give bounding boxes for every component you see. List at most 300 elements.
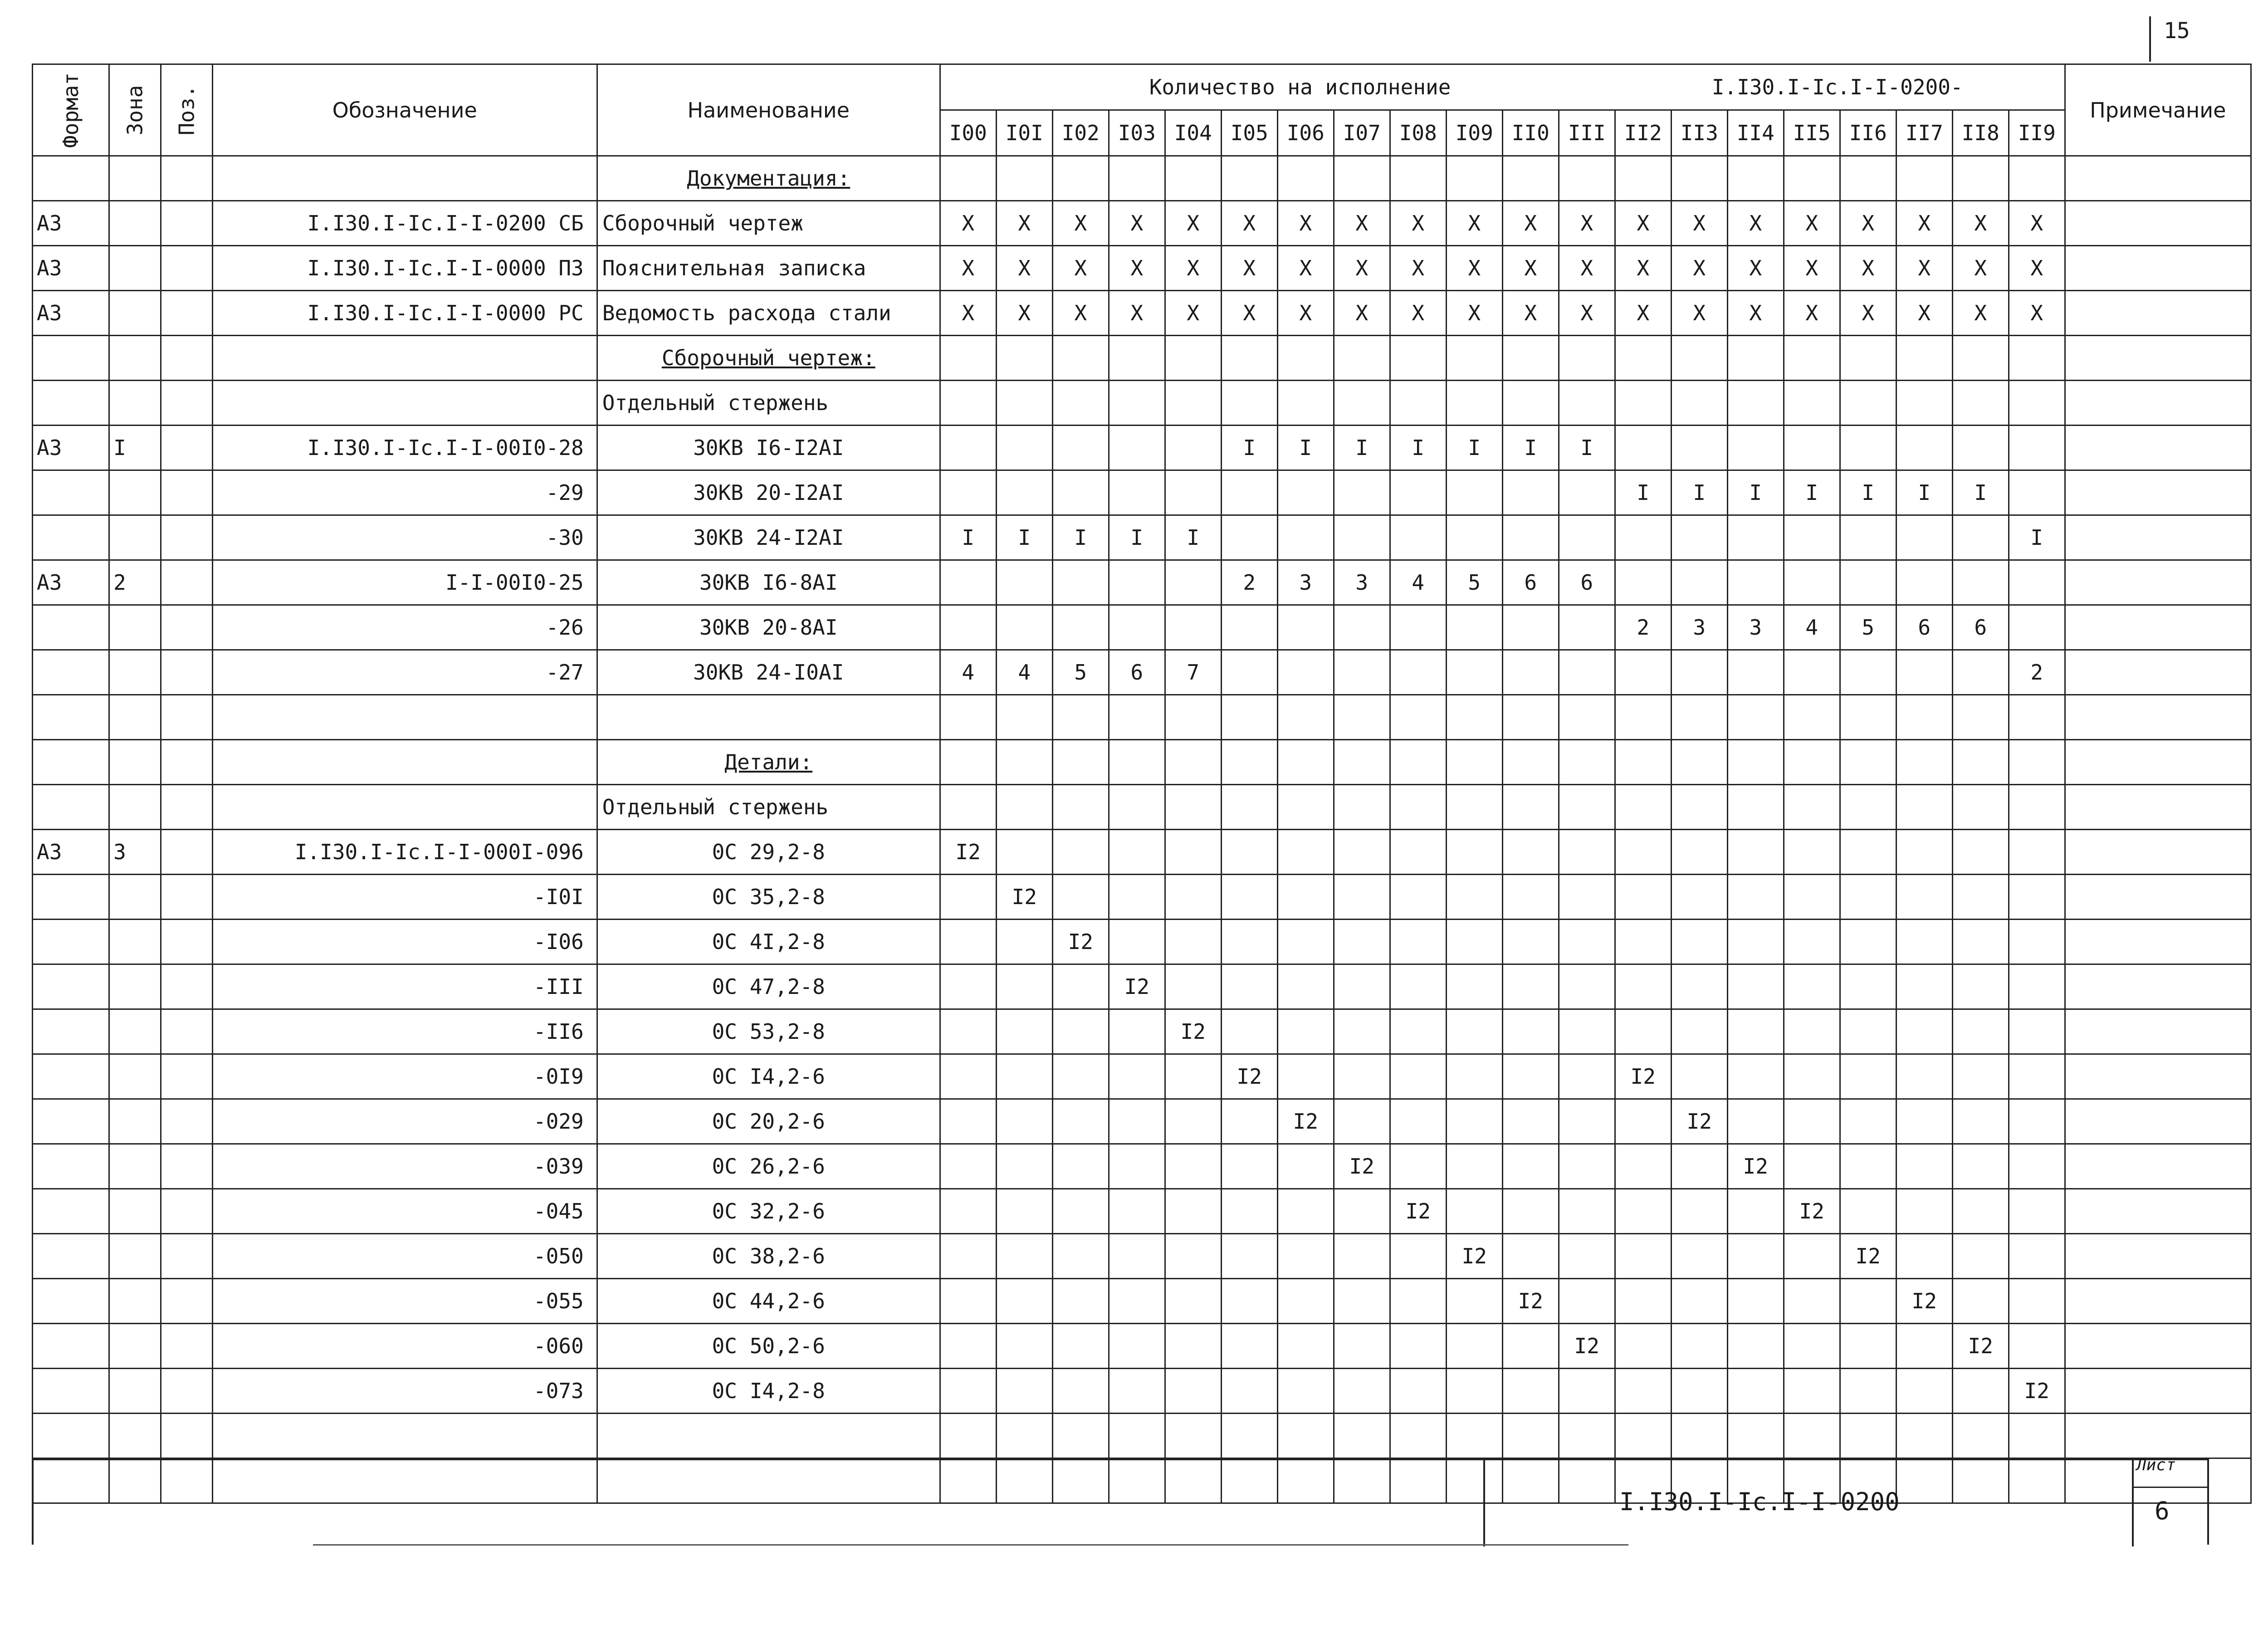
quantity-cell: 4: [1784, 605, 1840, 650]
variant-header-19: II9: [2009, 110, 2065, 156]
quantity-cell: [1615, 156, 1671, 201]
quantity-cell: [1277, 1054, 1334, 1099]
quantity-cell: [940, 1279, 996, 1324]
quantity-cell: 3: [1334, 560, 1390, 605]
note-cell: [2065, 201, 2251, 246]
quantity-cell: [1277, 605, 1334, 650]
quantity-cell: [1671, 1414, 1727, 1458]
quantity-cell: 5: [1840, 605, 1896, 650]
quantity-cell: [996, 1414, 1052, 1458]
quantity-cell: [1390, 1009, 1446, 1054]
quantity-cell: [1559, 1234, 1615, 1279]
quantity-cell: X: [1109, 201, 1165, 246]
quantity-cell: [1390, 1369, 1446, 1414]
format-cell: [33, 1099, 109, 1144]
name-text: 30КВ I6-8AI: [699, 570, 838, 595]
quantity-cell: I: [996, 515, 1052, 560]
designation-cell: I.I30.I-Ic.I-I-0000 РС: [212, 291, 597, 336]
quantity-cell: 2: [2009, 650, 2065, 695]
quantity-cell: [1221, 515, 1277, 560]
name-text: Детали:: [724, 750, 813, 774]
quantity-cell: [1952, 695, 2009, 740]
quantity-cell: [996, 964, 1052, 1009]
quantity-cell: [1952, 1369, 2009, 1414]
quantity-cell: [1165, 1324, 1221, 1369]
table-row: [33, 515, 2251, 560]
format-cell: [33, 785, 109, 830]
quantity-cell: [1502, 650, 1559, 695]
quantity-cell: [1334, 1054, 1390, 1099]
quantity-cell: [1840, 740, 1896, 785]
quantity-cell: X: [1840, 246, 1896, 291]
note-cell: [2065, 785, 2251, 830]
designation-cell: I.I30.I-Ic.I-I-000I-096: [212, 830, 597, 875]
name-cell: [597, 515, 940, 560]
quantity-cell: X: [1952, 201, 2009, 246]
quantity-cell: [1671, 650, 1727, 695]
quantity-cell: I: [1390, 426, 1446, 470]
quantity-cell: X: [996, 246, 1052, 291]
format-cell: [33, 381, 109, 426]
pos-cell: [161, 740, 212, 785]
quantity-cell: 4: [940, 650, 996, 695]
format-cell: [33, 1009, 109, 1054]
quantity-cell: [1615, 964, 1671, 1009]
quantity-cell: [1446, 740, 1502, 785]
note-cell: [2065, 246, 2251, 291]
designation-cell: -029: [212, 1099, 597, 1144]
name-cell: [597, 830, 940, 875]
quantity-cell: [1840, 1054, 1896, 1099]
quantity-cell: [1334, 830, 1390, 875]
quantity-cell: X: [1221, 291, 1277, 336]
format-cell: [33, 470, 109, 515]
quantity-cell: 3: [1727, 605, 1784, 650]
pos-cell: [161, 650, 212, 695]
quantity-cell: X: [1502, 291, 1559, 336]
quantity-cell: [940, 1009, 996, 1054]
table-row: [33, 201, 2251, 246]
quantity-cell: [1840, 1279, 1896, 1324]
variant-header-3: I03: [1109, 110, 1165, 156]
quantity-cell: I2: [1671, 1099, 1727, 1144]
quantity-cell: [1334, 695, 1390, 740]
quantity-cell: [1277, 740, 1334, 785]
quantity-cell: I2: [1840, 1234, 1896, 1279]
quantity-cell: [1727, 964, 1784, 1009]
note-cell: [2065, 650, 2251, 695]
name-cell: [597, 1054, 940, 1099]
quantity-cell: [2009, 336, 2065, 381]
quantity-cell: [1334, 605, 1390, 650]
quantity-cell: X: [1165, 246, 1221, 291]
quantity-cell: [1952, 1414, 2009, 1458]
quantity-cell: X: [1559, 291, 1615, 336]
name-cell: [597, 785, 940, 830]
quantity-cell: [1784, 1009, 1840, 1054]
pos-cell: [161, 785, 212, 830]
quantity-cell: X: [1896, 291, 1952, 336]
quantity-cell: [1502, 1414, 1559, 1458]
quantity-cell: [996, 470, 1052, 515]
quantity-cell: [1615, 1324, 1671, 1369]
designation-cell: [212, 740, 597, 785]
quantity-cell: [1221, 1414, 1277, 1458]
quantity-cell: [1446, 605, 1502, 650]
quantity-cell: [1952, 336, 2009, 381]
quantity-cell: [1559, 1054, 1615, 1099]
quantity-cell: [1671, 381, 1727, 426]
quantity-cell: [1221, 156, 1277, 201]
note-cell: [2065, 830, 2251, 875]
header-designation: Обозначение: [212, 64, 597, 156]
quantity-cell: [1840, 156, 1896, 201]
quantity-cell: [1390, 964, 1446, 1009]
quantity-cell: [1165, 1189, 1221, 1234]
name-text: Документация:: [687, 166, 850, 191]
quantity-cell: [1334, 964, 1390, 1009]
quantity-cell: [1390, 785, 1446, 830]
quantity-cell: [940, 964, 996, 1009]
quantity-cell: [1896, 650, 1952, 695]
quantity-cell: [1277, 1414, 1334, 1458]
quantity-cell: [1615, 1279, 1671, 1324]
pos-cell: [161, 875, 212, 920]
quantity-cell: [1559, 964, 1615, 1009]
designation-cell: I.I30.I-Ic.I-I-00I0-28: [212, 426, 597, 470]
quantity-cell: [940, 920, 996, 964]
pos-cell: [161, 830, 212, 875]
table-row: [33, 336, 2251, 381]
quantity-cell: [1390, 605, 1446, 650]
designation-cell: [212, 336, 597, 381]
quantity-cell: I: [1502, 426, 1559, 470]
table-row: [33, 920, 2251, 964]
quantity-cell: [1446, 785, 1502, 830]
quantity-cell: [1896, 1144, 1952, 1189]
quantity-cell: [1896, 920, 1952, 964]
quantity-cell: X: [1727, 291, 1784, 336]
quantity-cell: [1784, 381, 1840, 426]
quantity-cell: [1165, 830, 1221, 875]
quantity-cell: [1109, 336, 1165, 381]
quantity-cell: [1052, 830, 1109, 875]
quantity-cell: I2: [1390, 1189, 1446, 1234]
designation-cell: [212, 381, 597, 426]
quantity-cell: [1840, 1009, 1896, 1054]
quantity-cell: [1277, 1009, 1334, 1054]
quantity-cell: X: [1896, 201, 1952, 246]
quantity-cell: X: [1221, 246, 1277, 291]
table-row: [33, 1414, 2251, 1458]
note-cell: [2065, 156, 2251, 201]
quantity-cell: [1727, 785, 1784, 830]
quantity-cell: [1559, 1099, 1615, 1144]
pos-cell: [161, 1009, 212, 1054]
name-text: 0С 26,2-6: [712, 1154, 825, 1179]
quantity-cell: [1784, 875, 1840, 920]
quantity-cell: I: [2009, 515, 2065, 560]
quantity-cell: [1896, 336, 1952, 381]
quantity-cell: [1502, 920, 1559, 964]
quantity-cell: [1052, 426, 1109, 470]
quantity-cell: [1896, 560, 1952, 605]
quantity-cell: X: [1559, 246, 1615, 291]
quantity-cell: [1896, 785, 1952, 830]
quantity-cell: [1502, 740, 1559, 785]
quantity-cell: [940, 1144, 996, 1189]
zone-cell: [109, 246, 161, 291]
variant-header-11: III: [1559, 110, 1615, 156]
quantity-cell: I: [1952, 470, 2009, 515]
name-cell: [597, 650, 940, 695]
quantity-cell: [1784, 1099, 1840, 1144]
quantity-cell: X: [940, 201, 996, 246]
variant-header-13: II3: [1671, 110, 1727, 156]
name-cell: [597, 1324, 940, 1369]
variant-header-17: II7: [1896, 110, 1952, 156]
quantity-cell: [1727, 1234, 1784, 1279]
table-row: [33, 1234, 2251, 1279]
quantity-cell: 6: [1952, 605, 2009, 650]
quantity-cell: X: [996, 201, 1052, 246]
quantity-cell: [1221, 875, 1277, 920]
quantity-cell: X: [1502, 246, 1559, 291]
quantity-cell: [1671, 1324, 1727, 1369]
pos-cell: [161, 381, 212, 426]
quantity-cell: [1221, 336, 1277, 381]
name-cell: [597, 1234, 940, 1279]
quantity-cell: [1727, 381, 1784, 426]
quantity-cell: [1840, 830, 1896, 875]
pos-cell: [161, 515, 212, 560]
quantity-cell: I2: [1334, 1144, 1390, 1189]
quantity-cell: [1727, 740, 1784, 785]
quantity-cell: [1952, 1054, 2009, 1099]
zone-cell: [109, 1144, 161, 1189]
quantity-cell: [1784, 1279, 1840, 1324]
variant-header-2: I02: [1052, 110, 1109, 156]
table-row: [33, 560, 2251, 605]
quantity-cell: [1277, 1144, 1334, 1189]
name-cell: [597, 470, 940, 515]
quantity-cell: [940, 740, 996, 785]
quantity-cell: [1784, 336, 1840, 381]
quantity-cell: [1896, 740, 1952, 785]
quantity-cell: [2009, 1009, 2065, 1054]
quantity-cell: [1502, 1099, 1559, 1144]
format-cell: [33, 1369, 109, 1414]
name-text: 0С I4,2-6: [712, 1064, 825, 1089]
quantity-cell: 3: [1277, 560, 1334, 605]
page-number-tick: [2149, 16, 2151, 62]
quantity-cell: [1502, 785, 1559, 830]
name-text: 30КВ 24-I2AI: [693, 525, 844, 550]
variant-header-7: I07: [1334, 110, 1390, 156]
quantity-cell: [1727, 515, 1784, 560]
title-block-divider: [2132, 1460, 2134, 1546]
header-zone: Зона: [109, 64, 161, 156]
pos-cell: [161, 1099, 212, 1144]
name-cell: [597, 201, 940, 246]
table-row: [33, 426, 2251, 470]
title-block-divider: [1483, 1460, 1485, 1546]
quantity-cell: I2: [1221, 1054, 1277, 1099]
quantity-cell: [2009, 830, 2065, 875]
quantity-cell: [1109, 875, 1165, 920]
pos-cell: [161, 695, 212, 740]
quantity-cell: X: [1109, 291, 1165, 336]
quantity-cell: [1334, 336, 1390, 381]
quantity-cell: [1221, 740, 1277, 785]
name-cell: [597, 1009, 940, 1054]
quantity-cell: [1221, 1189, 1277, 1234]
quantity-cell: X: [1840, 291, 1896, 336]
quantity-cell: [1615, 1144, 1671, 1189]
quantity-cell: 5: [1446, 560, 1502, 605]
quantity-cell: [1109, 1144, 1165, 1189]
quantity-cell: 2: [1221, 560, 1277, 605]
quantity-cell: [1165, 740, 1221, 785]
quantity-cell: [1277, 1189, 1334, 1234]
quantity-cell: [996, 740, 1052, 785]
name-cell: [597, 740, 940, 785]
quantity-cell: X: [1671, 291, 1727, 336]
quantity-cell: [1221, 830, 1277, 875]
table-row: [33, 964, 2251, 1009]
name-cell: [597, 1189, 940, 1234]
name-text: Ведомость расхода стали: [602, 301, 891, 325]
quantity-cell: [1559, 785, 1615, 830]
quantity-cell: [1334, 1414, 1390, 1458]
quantity-cell: [1277, 964, 1334, 1009]
note-cell: [2065, 560, 2251, 605]
quantity-cell: [940, 1369, 996, 1414]
quantity-cell: [1052, 875, 1109, 920]
quantity-cell: [940, 336, 996, 381]
header-quantity-group: [940, 64, 2065, 110]
quantity-cell: [1784, 740, 1840, 785]
variant-header-10: II0: [1502, 110, 1559, 156]
designation-cell: -26: [212, 605, 597, 650]
designation-cell: -II6: [212, 1009, 597, 1054]
zone-cell: [109, 1099, 161, 1144]
quantity-cell: [1109, 1279, 1165, 1324]
format-cell: А3: [33, 560, 109, 605]
note-cell: [2065, 1414, 2251, 1458]
table-row: [33, 156, 2251, 201]
quantity-cell: [1952, 1189, 2009, 1234]
quantity-cell: [1502, 830, 1559, 875]
quantity-cell: I: [1784, 470, 1840, 515]
quantity-cell: [1446, 1144, 1502, 1189]
quantity-cell: 6: [1896, 605, 1952, 650]
quantity-cell: [1109, 560, 1165, 605]
quantity-cell: [1221, 1324, 1277, 1369]
quantity-cell: [1334, 1369, 1390, 1414]
quantity-cell: [1052, 560, 1109, 605]
quantity-cell: [2009, 560, 2065, 605]
quantity-cell: [1671, 515, 1727, 560]
quantity-cell: X: [1446, 201, 1502, 246]
quantity-cell: [1390, 1234, 1446, 1279]
quantity-cell: [1896, 875, 1952, 920]
quantity-cell: [1615, 1009, 1671, 1054]
quantity-cell: [1277, 336, 1334, 381]
quantity-cell: [1277, 1324, 1334, 1369]
quantity-cell: X: [1615, 201, 1671, 246]
quantity-cell: [1615, 785, 1671, 830]
note-cell: [2065, 381, 2251, 426]
quantity-cell: [2009, 1279, 2065, 1324]
quantity-cell: [1109, 695, 1165, 740]
pos-cell: [161, 1279, 212, 1324]
quantity-cell: [1952, 156, 2009, 201]
pos-cell: [161, 560, 212, 605]
quantity-cell: [1052, 1144, 1109, 1189]
quantity-cell: [1446, 1054, 1502, 1099]
name-cell: [597, 964, 940, 1009]
quantity-cell: [1334, 1189, 1390, 1234]
quantity-cell: [940, 1324, 996, 1369]
quantity-cell: I: [1896, 470, 1952, 515]
quantity-cell: [1615, 1414, 1671, 1458]
quantity-cell: [1390, 650, 1446, 695]
name-text: 30КВ 20-8AI: [699, 615, 838, 640]
quantity-cell: [1784, 920, 1840, 964]
note-cell: [2065, 740, 2251, 785]
quantity-cell: [1727, 1414, 1784, 1458]
quantity-cell: [1390, 920, 1446, 964]
quantity-cell: [1952, 964, 2009, 1009]
format-cell: А3: [33, 246, 109, 291]
quantity-cell: X: [1559, 201, 1615, 246]
quantity-cell: [1671, 695, 1727, 740]
quantity-cell: X: [1952, 291, 2009, 336]
quantity-cell: [1109, 470, 1165, 515]
quantity-cell: [1952, 830, 2009, 875]
name-cell: [597, 1369, 940, 1414]
pos-cell: [161, 1144, 212, 1189]
page-number: 15: [2164, 18, 2190, 44]
name-cell: [597, 605, 940, 650]
note-cell: [2065, 1054, 2251, 1099]
quantity-cell: [1109, 156, 1165, 201]
table-row: [33, 740, 2251, 785]
quantity-cell: [940, 785, 996, 830]
quantity-cell: [1446, 650, 1502, 695]
quantity-cell: [1221, 1279, 1277, 1324]
quantity-cell: X: [996, 291, 1052, 336]
quantity-cell: [1784, 695, 1840, 740]
zone-cell: [109, 1414, 161, 1458]
quantity-cell: [1446, 1324, 1502, 1369]
quantity-cell: I2: [1784, 1189, 1840, 1234]
quantity-cell: [940, 605, 996, 650]
quantity-cell: [1671, 156, 1727, 201]
quantity-cell: I2: [1277, 1099, 1334, 1144]
quantity-cell: [1840, 515, 1896, 560]
note-cell: [2065, 1099, 2251, 1144]
quantity-cell: [1559, 830, 1615, 875]
quantity-cell: X: [1727, 246, 1784, 291]
quantity-cell: [996, 1324, 1052, 1369]
frame-line: [313, 1544, 1628, 1546]
quantity-cell: [940, 156, 996, 201]
quantity-cell: [1671, 830, 1727, 875]
zone-cell: 3: [109, 830, 161, 875]
quantity-cell: [1840, 1369, 1896, 1414]
